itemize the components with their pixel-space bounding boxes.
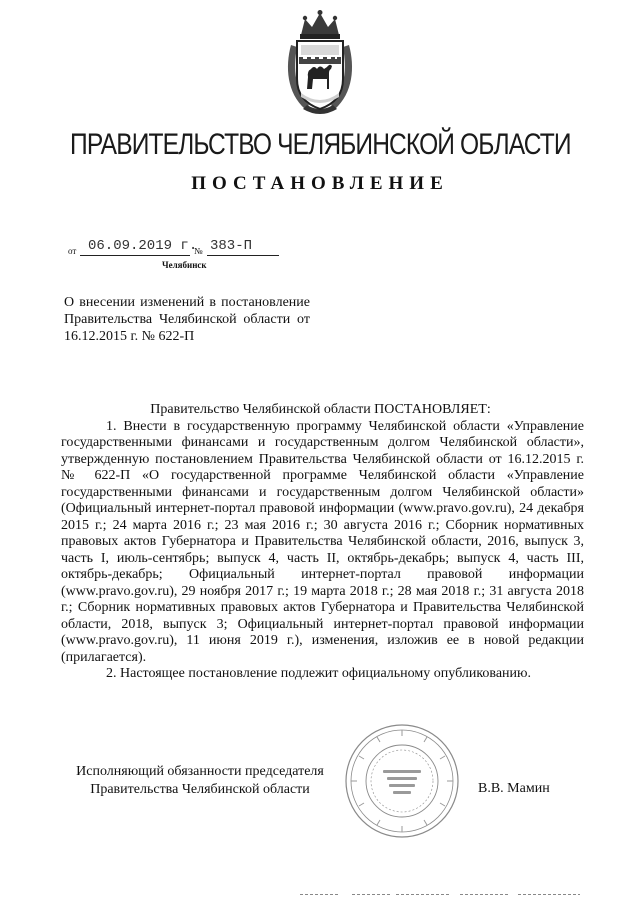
document-type-title: ПОСТАНОВЛЕНИЕ: [191, 173, 449, 194]
registration-row: [60, 237, 360, 259]
coat-of-arms-icon: [283, 9, 357, 119]
paragraph-1: 1. Внести в государственную программу Челябинской области «Управление государственными финансами и государственным долгом Челябинской области», утвержденную постановлением Правительства Челябинской области от 16.12.2015 г. № 622-П «О государственной программе Челябинской области «Управление государственными финансами и государственным долгом Челябинской области» (Официальный интернет-портал правовой информации (www.pravo.gov.ru), 24 декабря 2015 г.; 24 марта 2016 г.; 23 мая 2016 г.; 30 августа 2016 г.; Сборник нормативных правовых актов Губернатора и Правительства Челябинской области, 2016, выпуск 3, часть I, июль-сентябрь; выпуск 4, часть II, октябрь-декабрь; выпуск 4, часть III, октябрь-декабрь; Официальный интернет-портал правовой информации (www.pravo.gov.ru), 29 ноября 2017 г.; 19 марта 2018 г.; 28 мая 2018 г.; 31 августа 2018 г.; Сборник нормативных правовых актов Губернатора и Правительства Челябинской области, 2018, выпуск 3; Официальный интернет-портал правовой информации (www.pravo.gov.ru), 11 июня 2019 г.), изменения, изложив ее в новой редакции (прилагается).: [61, 418, 584, 665]
position-line-2: Правительства Челябинской области: [90, 781, 310, 797]
number-label: №: [194, 246, 203, 256]
government-title: ПРАВИТЕЛЬСТВО ЧЕЛЯБИНСКОЙ ОБЛАСТИ: [70, 128, 571, 161]
position-line-1: Исполняющий обязанности председателя: [76, 764, 324, 779]
signatory-position: [60, 763, 340, 798]
signatory-name: В.В. Мамин: [478, 781, 550, 796]
date-underline: [80, 255, 190, 256]
number-underline: [207, 255, 279, 256]
lead-line: Правительство Челябинской области ПОСТАНОВЛЯЕТ:: [150, 402, 491, 417]
number-value: 383-П: [210, 238, 253, 254]
date-value: 06.09.2019 г.: [88, 238, 198, 254]
decree-body: [61, 402, 584, 683]
scan-artifact: [300, 893, 580, 896]
official-seal-icon: [343, 722, 461, 840]
date-label: от: [68, 246, 77, 256]
city-label: Челябинск: [162, 260, 207, 270]
paragraph-2: 2. Настоящее постановление подлежит официальному опубликованию.: [106, 666, 531, 681]
subject-text: О внесении изменений в постановление Правительства Челябинской области от 16.12.2015 г. № 622-П: [64, 295, 310, 344]
